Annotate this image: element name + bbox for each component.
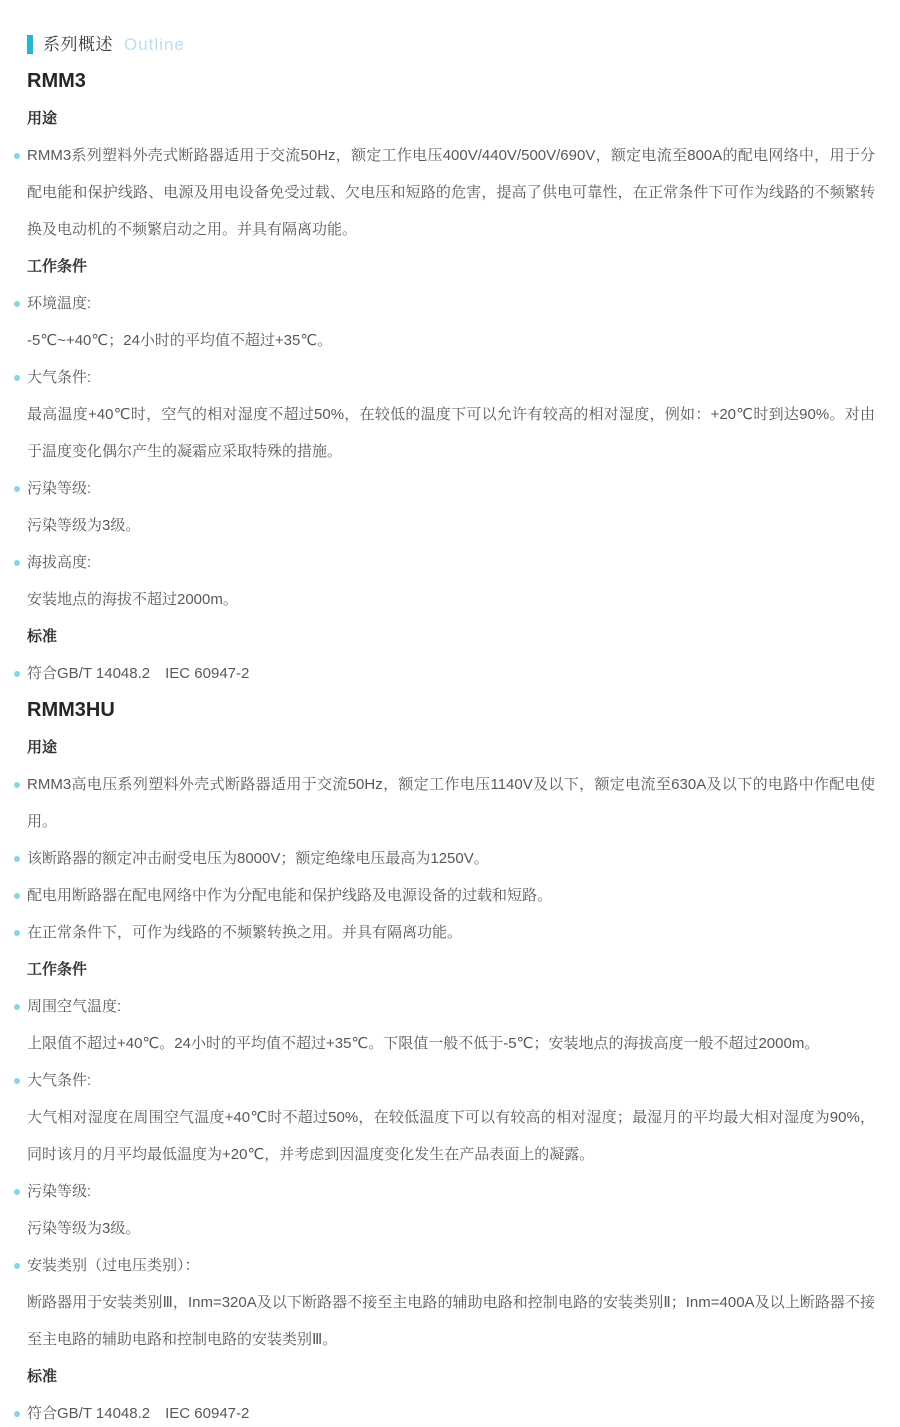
section-title-rmm3: RMM3 bbox=[27, 70, 86, 92]
bullet-lead: 海拔高度: bbox=[27, 554, 92, 571]
subheading-rmm3hu-standard: 标准 bbox=[27, 1368, 58, 1385]
bullet-lead: 大气条件: bbox=[27, 1072, 92, 1089]
bullet-lead: 配电用断路器在配电网络中作为分配电能和保护线路及电源设备的过载和短路。 bbox=[27, 887, 553, 904]
bullet-dot-icon bbox=[14, 375, 20, 381]
bullet-body: 安装地点的海拔不超过2000m。 bbox=[27, 591, 238, 608]
page-title-en: Outline bbox=[124, 35, 185, 54]
bullet-lead: 在正常条件下，可作为线路的不频繁转换之用。并具有隔离功能。 bbox=[27, 924, 463, 941]
bullet-dot-icon bbox=[14, 856, 20, 862]
bullet-dot-icon bbox=[14, 301, 20, 307]
bullet-body: 大气相对湿度在周围空气温度+40℃时不超过50%，在较低温度下可以有较高的相对湿度；最湿月的平均最大相对湿度为90%，同时该月的月平均最低温度为+20℃，并考虑到因温度变化发生在产品表面上的凝露。 bbox=[27, 1109, 875, 1163]
bullet-body: 污染等级为3级。 bbox=[27, 517, 141, 534]
bullet-dot-icon bbox=[14, 486, 20, 492]
bullet-item bbox=[27, 914, 875, 951]
bullet-dot-icon bbox=[14, 560, 20, 566]
bullet-item bbox=[27, 877, 875, 914]
bullet-lead: 周围空气温度: bbox=[27, 998, 122, 1015]
bullet-item bbox=[27, 285, 875, 322]
bullet-item bbox=[27, 1395, 875, 1427]
bullet-body: 断路器用于安装类别Ⅲ，Inm=320A及以下断路器不接至主电路的辅助电路和控制电路的安装类别Ⅱ；Inm=400A及以上断路器不接至主电路的辅助电路和控制电路的安装类别Ⅲ。 bbox=[27, 1294, 875, 1348]
bullet-lead: RMM3系列塑料外壳式断路器适用于交流50Hz，额定工作电压400V/440V/500V/690V，额定电流至800A的配电网络中，用于分配电能和保护线路、电源及用电设备免受过载、欠电压和短路的危害，提高了供电可靠性，在正常条件下可作为线路的不频繁转换及电动机的不频繁启动之用。并具有隔离功能。 bbox=[27, 147, 875, 238]
bullet-body: 上限值不超过+40℃。24小时的平均值不超过+35℃。下限值一般不低于-5℃；安装地点的海拔高度一般不超过2000m。 bbox=[27, 1035, 820, 1052]
bullet-item bbox=[27, 544, 875, 581]
section-title-rmm3hu: RMM3HU bbox=[27, 699, 115, 721]
bullet-body: -5℃~+40℃；24小时的平均值不超过+35℃。 bbox=[27, 332, 333, 349]
bullet-lead: 大气条件: bbox=[27, 369, 92, 386]
bullet-dot-icon bbox=[14, 1078, 20, 1084]
bullet-lead: RMM3高电压系列塑料外壳式断路器适用于交流50Hz，额定工作电压1140V及以下，额定电流至630A及以下的电路中作配电使用。 bbox=[27, 776, 875, 830]
subheading-rmm3-purpose: 用途 bbox=[27, 110, 58, 127]
bullet-dot-icon bbox=[14, 930, 20, 936]
bullet-dot-icon bbox=[14, 782, 20, 788]
bullet-item bbox=[27, 655, 875, 692]
bullet-lead-standard: 符合GB/T 14048.2 IEC 60947-2 bbox=[27, 1405, 250, 1422]
bullet-dot-icon bbox=[14, 1263, 20, 1269]
subheading-rmm3-conditions: 工作条件 bbox=[27, 258, 88, 275]
subheading-rmm3hu-conditions: 工作条件 bbox=[27, 961, 88, 978]
bullet-dot-icon bbox=[14, 153, 20, 159]
bullet-item bbox=[27, 359, 875, 396]
bullet-item bbox=[27, 1062, 875, 1099]
bullet-item bbox=[27, 1173, 875, 1210]
bullet-item bbox=[27, 766, 875, 840]
page-title-zh: 系列概述 bbox=[43, 35, 113, 54]
bullet-dot-icon bbox=[14, 671, 20, 677]
bullet-item bbox=[27, 1247, 875, 1284]
bullet-body: 污染等级为3级。 bbox=[27, 1220, 141, 1237]
subheading-rmm3-standard: 标准 bbox=[27, 628, 58, 645]
bullet-lead: 安装类别（过电压类别）： bbox=[27, 1257, 200, 1274]
bullet-lead-standard: 符合GB/T 14048.2 IEC 60947-2 bbox=[27, 665, 250, 682]
bullet-lead: 环境温度: bbox=[27, 295, 92, 312]
accent-bar-icon bbox=[27, 35, 33, 54]
bullet-lead: 该断路器的额定冲击耐受电压为8000V；额定绝缘电压最高为1250V。 bbox=[27, 850, 489, 867]
bullet-item bbox=[27, 840, 875, 877]
doc-header bbox=[27, 26, 875, 63]
bullet-dot-icon bbox=[14, 1189, 20, 1195]
bullet-dot-icon bbox=[14, 1004, 20, 1010]
bullet-body: 最高温度+40℃时，空气的相对湿度不超过50%，在较低的温度下可以允许有较高的相对湿度，例如：+20℃时到达90%。对由于温度变化偶尔产生的凝霜应采取特殊的措施。 bbox=[27, 406, 875, 460]
bullet-dot-icon bbox=[14, 1411, 20, 1417]
subheading-rmm3hu-purpose: 用途 bbox=[27, 739, 58, 756]
bullet-lead: 污染等级: bbox=[27, 480, 92, 497]
bullet-item bbox=[27, 137, 875, 248]
bullet-item bbox=[27, 470, 875, 507]
bullet-lead: 污染等级: bbox=[27, 1183, 92, 1200]
bullet-dot-icon bbox=[14, 893, 20, 899]
bullet-item bbox=[27, 988, 875, 1025]
